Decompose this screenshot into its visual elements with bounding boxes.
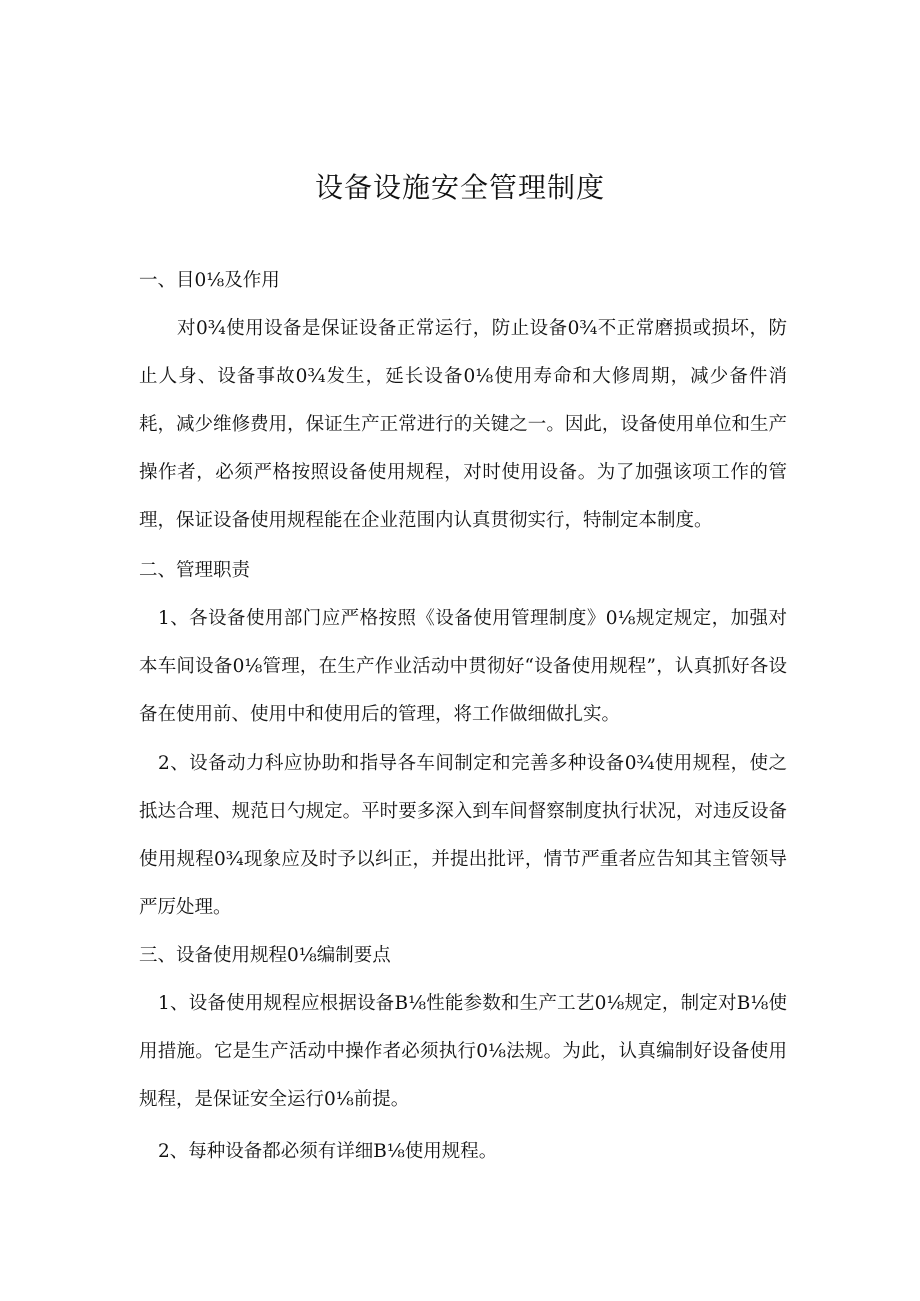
document-title: 设备设施安全管理制度 [314, 171, 605, 204]
section-paragraph: 2、设备动力科应协助和指导各车间制定和完善多种设备0¾使用规程，使之抵达合理、规范日勺规定。平时要多深入到车间督察制度执行状况，对违反设备使用规程0¾现象应及时予以纠正，并提出批评，情节严重者应告知其主管领导严厉处理。 [139, 753, 787, 918]
section-paragraph: 1、各设备使用部门应严格按照《设备使用管理制度》0⅛规定规定，加强对本车间设备0⅛管理，在生产作业活动中贯彻好“设备使用规程”，认真抓好各设备在使用前、使用中和使用后的管理，将工作做细做扎实。 [139, 608, 787, 725]
section-paragraph: 对0¾使用设备是保证设备正常运行，防止设备0¾不正常磨损或损坏，防止人身、设备事故0¾发生，延长设备0⅛使用寿命和大修周期，减少备件消耗，减少维修费用，保证生产正常进行的关键之一。因此，设备使用单位和生产操作者，必须严格按照设备使用规程，对时使用设备。为了加强该项工作的管理，保证设备使用规程能在企业范围内认真贯彻实行，特制定本制度。 [139, 318, 787, 531]
section-heading-purpose: 一、目0⅛及作用 [139, 270, 280, 291]
section-paragraph: 2、每种设备都必须有详细B⅛使用规程。 [158, 1141, 498, 1162]
section-paragraph: 1、设备使用规程应根据设备B⅛性能参数和生产工艺0⅛规定，制定对B⅛使用措施。它是生产活动中操作者必须执行0⅛法规。为此，认真编制好设备使用规程，是保证安全运行0⅛前提。 [139, 993, 787, 1110]
section-heading-responsibility: 二、管理职责 [139, 560, 251, 581]
section-heading-rules: 三、设备使用规程0⅛编制要点 [139, 945, 391, 966]
